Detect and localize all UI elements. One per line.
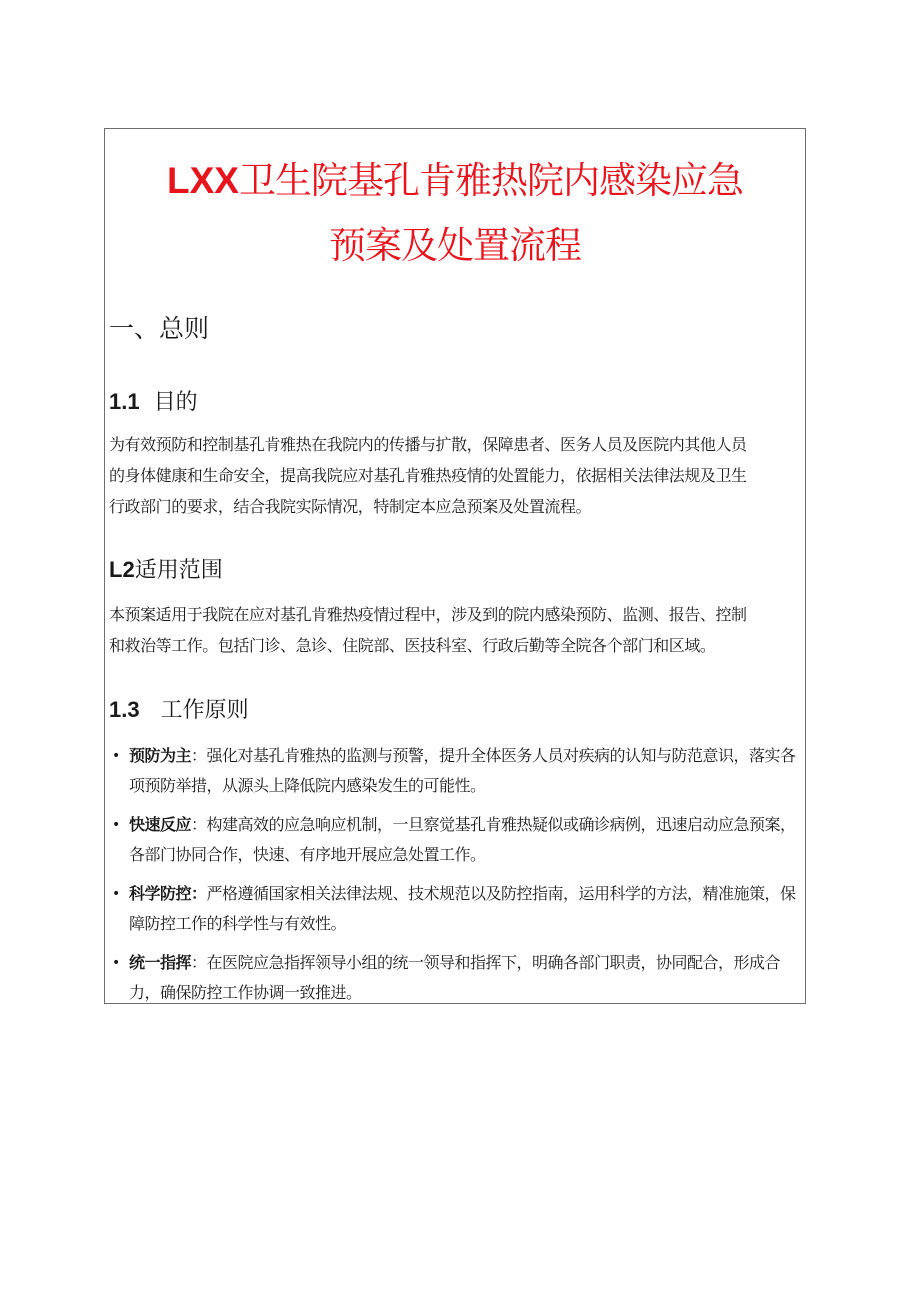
subsection-title: 适用范围: [134, 558, 223, 583]
paragraph-line: 的身体健康和生命安全，提高我院应对基孔肯雅热疫情的处置能力，依据相关法律法规及卫生: [109, 466, 747, 485]
bullet-icon: •: [112, 817, 120, 833]
principles-list: [105, 741, 805, 1017]
subsection-title: 目的: [153, 390, 198, 415]
principle-text: ：强化对基孔肯雅热的监测与预警，提升全体医务人员对疾病的认知与防范意识，落实各项预防举措，从源头上降低院内感染发生的可能性。: [129, 746, 796, 795]
principle-term: 快速反应: [129, 815, 192, 834]
subsection-heading-scope: [109, 553, 223, 584]
subsection-number: 1.3: [109, 697, 140, 722]
purpose-paragraph: [109, 429, 805, 522]
list-item-scientific-control: [105, 879, 805, 939]
bullet-icon: •: [112, 748, 120, 764]
document-frame: [104, 128, 806, 1004]
paragraph-line: 行政部门的要求，结合我院实际情况，特制定本应急预案及处置流程。: [109, 497, 592, 516]
document-title-line-2: 预案及处置流程: [329, 224, 581, 267]
subsection-title: 工作原则: [160, 698, 249, 723]
section-heading-general: 一、总则: [109, 314, 210, 343]
subsection-heading-purpose: [109, 385, 198, 416]
list-item-unified-command: [105, 948, 805, 1008]
subsection-number: 1.1: [109, 389, 140, 414]
principle-text: 严格遵循国家相关法律法规、技术规范以及防控指南，运用科学的方法，精准施策，保障防控工作的科学性与有效性。: [129, 884, 796, 933]
principle-text: ：在医院应急指挥领导小组的统一领导和指挥下，明确各部门职责，协同配合，形成合力，确保防控工作协调一致推进。: [129, 953, 781, 1002]
paragraph-line: 本预案适用于我院在应对基孔肯雅热疫情过程中，涉及到的院内感染预防、监测、报告、控制: [109, 605, 747, 624]
bullet-icon: •: [112, 955, 120, 971]
document-title-line-1: [105, 150, 805, 204]
paragraph-line: 和救治等工作。包括门诊、急诊、住院部、医技科室、行政后勤等全院各个部门和区域。: [109, 636, 716, 655]
subsection-number: L2: [109, 557, 135, 582]
principle-term: 预防为主: [129, 746, 192, 765]
principle-text: ：构建高效的应急响应机制，一旦察觉基孔肯雅热疑似或确诊病例，迅速启动应急预案，各部门协同合作，快速、有序地开展应急处置工作。: [129, 815, 796, 864]
list-item-rapid-response: [105, 810, 805, 870]
subsection-heading-principles: [109, 693, 249, 724]
paragraph-line: 为有效预防和控制基孔肯雅热在我院内的传播与扩散，保障患者、医务人员及医院内其他人员: [109, 435, 747, 454]
principle-term: 统一指挥: [129, 953, 192, 972]
scope-paragraph: [109, 599, 805, 661]
title-rest: 卫生院基孔肯雅热院内感染应急: [238, 159, 743, 202]
bullet-icon: •: [112, 886, 120, 902]
title-lead: LXX: [167, 160, 239, 201]
principle-term: 科学防控：: [129, 884, 207, 903]
list-item-prevention: [105, 741, 805, 801]
